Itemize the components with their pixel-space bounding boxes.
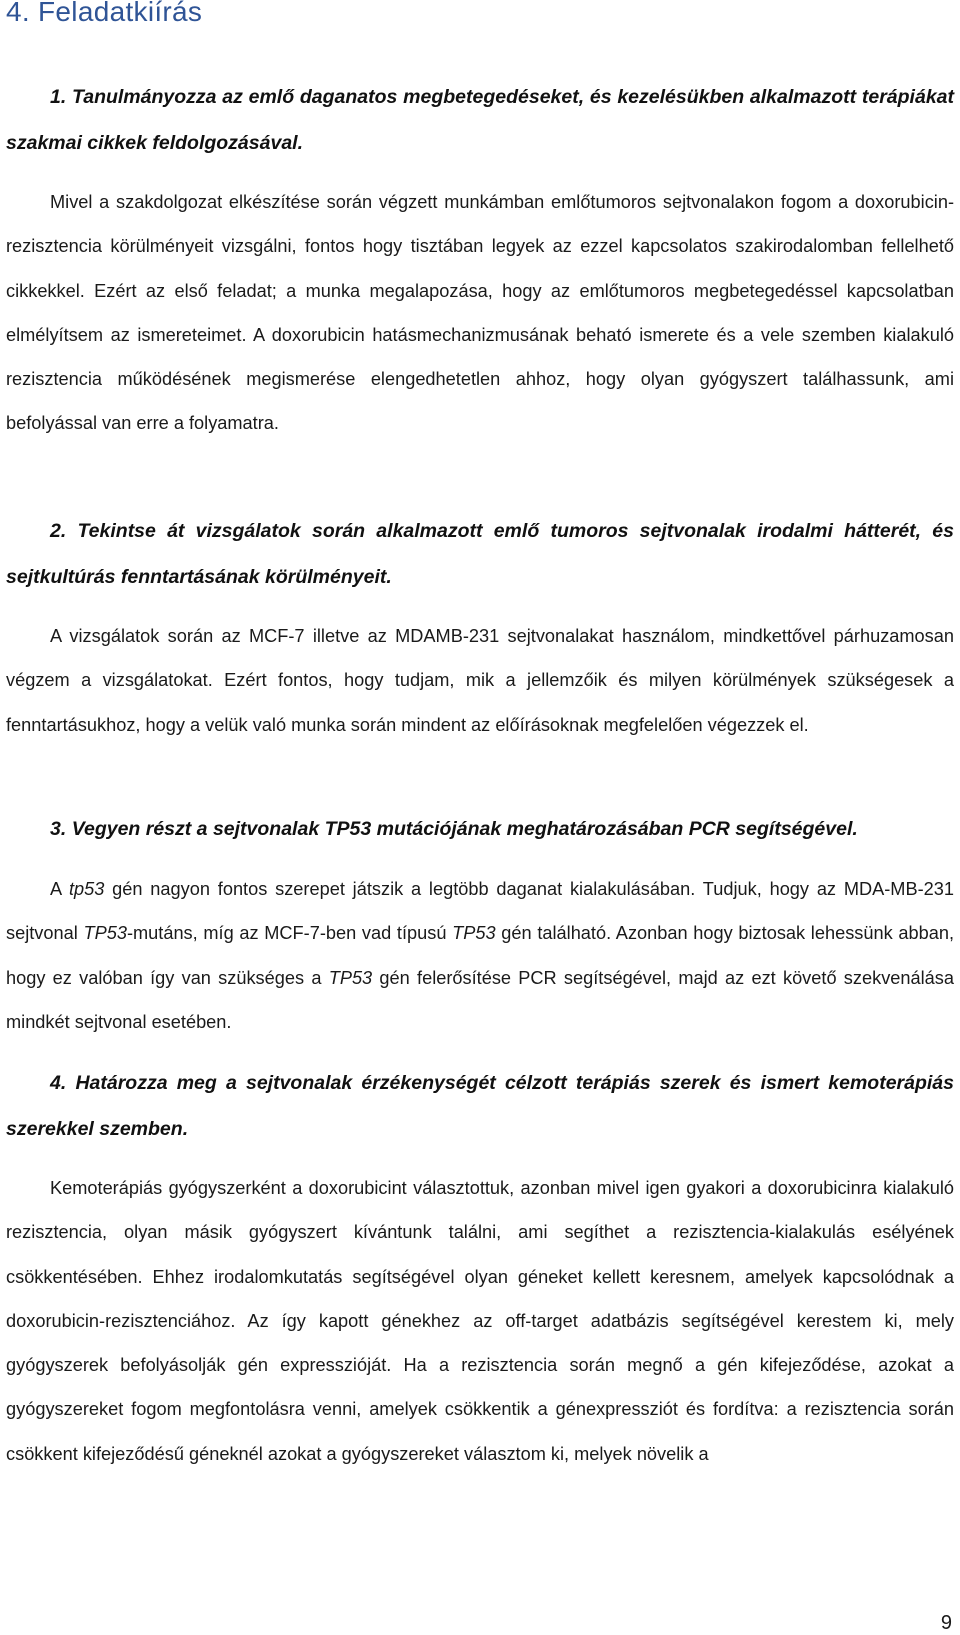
gene-name-italic: TP53 — [83, 923, 127, 944]
task-3-paragraph — [6, 867, 954, 1044]
task-1-number: 1. — [50, 86, 67, 108]
task-4-title — [6, 1060, 954, 1152]
task-4-title-text: Határozza meg a sejtvonalak érzékenységét célzott terápiás szerek és ismert kemoterápiás szerekkel szemben. — [6, 1072, 954, 1140]
gene-name-italic: TP53 — [328, 967, 373, 988]
task-3-text-part: -mutáns, míg az MCF-7-ben vad típusú — [126, 923, 453, 944]
task-1-title-text: Tanulmányozza az emlő daganatos megbetegedéseket, és kezelésükben alkalmazott terápiákat szakmai cikkek feldolgozásával. — [6, 86, 954, 154]
task-4-paragraph — [6, 1166, 954, 1476]
gene-name-italic: tp53 — [68, 879, 105, 899]
gene-name-italic: TP53 — [452, 923, 496, 944]
page-number: 9 — [940, 1612, 952, 1634]
section-heading: 4. Feladatkiírás — [6, 0, 203, 27]
task-4-number: 4. — [50, 1072, 67, 1094]
task-1-title — [6, 74, 954, 166]
task-4-paragraph-text: Kemoterápiás gyógyszerként a doxorubicint választottuk, azonban mivel igen gyakori a doxorubicinra kialakuló rezisztencia, olyan másik gyógyszert kívántunk találni, ami segíthet a rezisztencia-kialakulás esélyének csökkentésében. Ehhez irodalomkutatás segítségével olyan géneket kellett keresnem, amelyek kapcsolódnak a doxorubicin-rezisztenciához. Az így kapott génekhez az off-target adatbázis segítségével kerestem ki, mely gyógyszerek befolyásolják gén expresszióját. Ha a rezisztencia során megnő a gén kifejeződése, azokat a gyógyszereket fogom megfontolásra venni, amelyek csökkentik a génexpressziót és fordítva: a rezisztencia során csökkent kifejeződésű géneknél azokat a gyógyszereket választom ki, melyek növelik a — [6, 1178, 954, 1464]
task-2-paragraph-text: A vizsgálatok során az MCF-7 illetve az MDAMB-231 sejtvonalakat használom, mindkettővel párhuzamosan végzem a vizsgálatokat. Ezért fontos, hogy tudjam, mik a jellemzőik és milyen körülmények szükségesek a fenntartásukhoz, hogy a velük való munka során mindent az előírásoknak megfelelően végezzek el. — [6, 626, 954, 735]
task-3-text-part: gén felerősítése PCR segítségével, majd az ezt követő szekvenálása mindkét sejtvonal esetében. — [6, 967, 954, 1032]
task-2-title-text: Tekintse át vizsgálatok során alkalmazott emlő tumoros sejtvonalak irodalmi hátterét, és sejtkultúrás fenntartásának körülményeit. — [6, 520, 954, 588]
task-2-title — [6, 508, 954, 600]
task-3-text-part: A — [50, 879, 69, 899]
task-1-paragraph-text: Mivel a szakdolgozat elkészítése során végzett munkámban emlőtumoros sejtvonalakon fogom a doxorubicin-rezisztencia körülményeit vizsgálni, fontos hogy tisztában legyek az ezzel kapcsolatos szakirodalomban fellelhető cikkekkel. Ezért az első feladat; a munka megalapozása, hogy az emlőtumoros megbetegedéssel kapcsolatban elmélyítsem az ismereteimet. A doxorubicin hatásmechanizmusának beható ismerete és a vele szemben kialakuló rezisztencia működésének megismerése elengedhetetlen ahhoz, hogy olyan gyógyszert találhassunk, ami befolyással van erre a folyamatra. — [6, 192, 954, 434]
task-3-number: 3. — [50, 818, 67, 840]
task-2-number: 2. — [50, 520, 67, 542]
task-3-title — [6, 806, 954, 852]
task-3-title-text: Vegyen részt a sejtvonalak TP53 mutációjának meghatározásában PCR segítségével. — [71, 818, 858, 840]
task-1-paragraph — [6, 180, 954, 446]
task-3-text-part: gén nagyon fontos szerepet játszik a legtöbb daganat kialakulásában. Tudjuk, hogy az MDA-MB-231 sejtvonal — [6, 879, 954, 944]
task-3-text-part: gén található. Azonban hogy biztosak lehessünk abban, hogy ez valóban így van szükséges a — [6, 923, 955, 988]
task-2-paragraph — [6, 614, 954, 747]
